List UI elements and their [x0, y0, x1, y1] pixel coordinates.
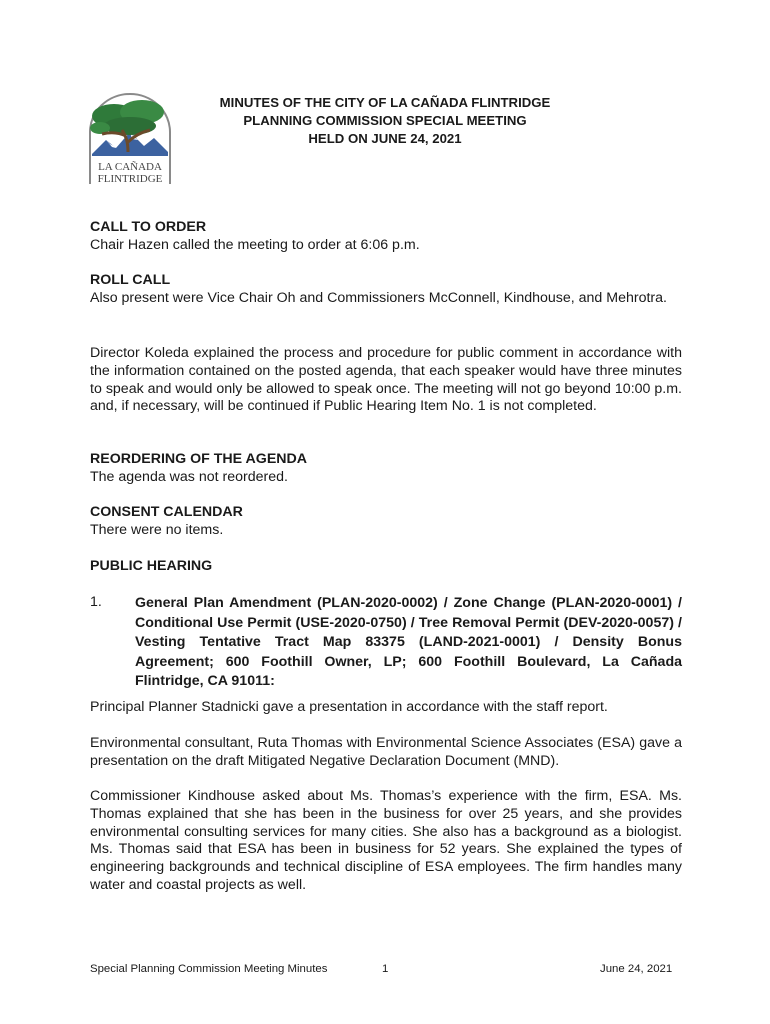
- title-line-3: HELD ON JUNE 24, 2021: [308, 131, 462, 146]
- paragraph-commissioner-question: Commissioner Kindhouse asked about Ms. Thomas’s experience with the firm, ESA. Ms. Thomas explained that she has been in the business for over 25 years, and she provides environmental consulting services for many cities. She also has a background as a biologist. Ms. Thomas said that ESA has been in business for 52 years. She explained the types of engineering backgrounds and technical discipline of ESA employees. The firm handles many water and coastal projects as well.: [90, 788, 682, 893]
- logo-text-top: LA CAÑADA: [98, 161, 162, 173]
- footer-page-number: 1: [382, 963, 389, 975]
- footer-left: Special Planning Commission Meeting Minutes: [90, 963, 328, 975]
- logo-text-bottom: FLINTRIDGE: [97, 173, 163, 185]
- roll-call-heading: ROLL CALL: [90, 272, 171, 288]
- consent-calendar-heading: CONSENT CALENDAR: [90, 504, 243, 520]
- document-title: [200, 94, 570, 148]
- section-call-to-order: [90, 219, 682, 255]
- title-line-1: MINUTES OF THE CITY OF LA CAÑADA FLINTRIDGE: [219, 95, 551, 110]
- logo-wordmark: [98, 161, 163, 185]
- reordering-heading: REORDERING OF THE AGENDA: [90, 451, 308, 467]
- call-to-order-text: Chair Hazen called the meeting to order at 6:06 p.m.: [90, 236, 420, 253]
- section-consent-calendar: [90, 504, 682, 540]
- public-hearing-heading: PUBLIC HEARING: [90, 558, 213, 574]
- footer-date: June 24, 2021: [600, 963, 673, 975]
- reordering-text: The agenda was not reordered.: [90, 468, 288, 485]
- section-roll-call: [90, 272, 682, 308]
- agenda-item-number: 1.: [90, 594, 102, 610]
- roll-call-text: Also present were Vice Chair Oh and Commissioners McConnell, Kindhouse, and Mehrotra.: [90, 289, 667, 306]
- call-to-order-heading: CALL TO ORDER: [90, 219, 207, 235]
- section-reordering: [90, 451, 682, 487]
- consent-calendar-text: There were no items.: [90, 521, 224, 538]
- title-line-2: PLANNING COMMISSION SPECIAL MEETING: [243, 113, 527, 128]
- oak-tree-seal-icon: [84, 92, 176, 188]
- director-note-paragraph: Director Koleda explained the process and procedure for public comment in accordance with the information contained on the posted agenda, that each speaker would have three minutes to speak and would only be allowed to speak once. The meeting will not go beyond 10:00 p.m. and, if necessary, will be continued if Public Hearing Item No. 1 is not completed.: [90, 345, 682, 415]
- paragraph-planner-presentation: Principal Planner Stadnicki gave a presentation in accordance with the staff report.: [90, 699, 608, 715]
- paragraph-environmental-consultant: Environmental consultant, Ruta Thomas with Environmental Science Associates (ESA) gave a presentation on the draft Mitigated Negative Declaration Document (MND).: [90, 735, 682, 769]
- agenda-item-title: General Plan Amendment (PLAN-2020-0002) / Zone Change (PLAN-2020-0001) / Conditional Use Permit (USE-2020-0750) / Tree Removal Permit (DEV-2020-0057) / Vesting Tentative Tract Map 83375 (LAND-2021-0001) / Density Bonus Agreement; 600 Foothill Owner, LP; 600 Foothill Boulevard, La Cañada Flintridge, CA 91011:: [135, 595, 682, 690]
